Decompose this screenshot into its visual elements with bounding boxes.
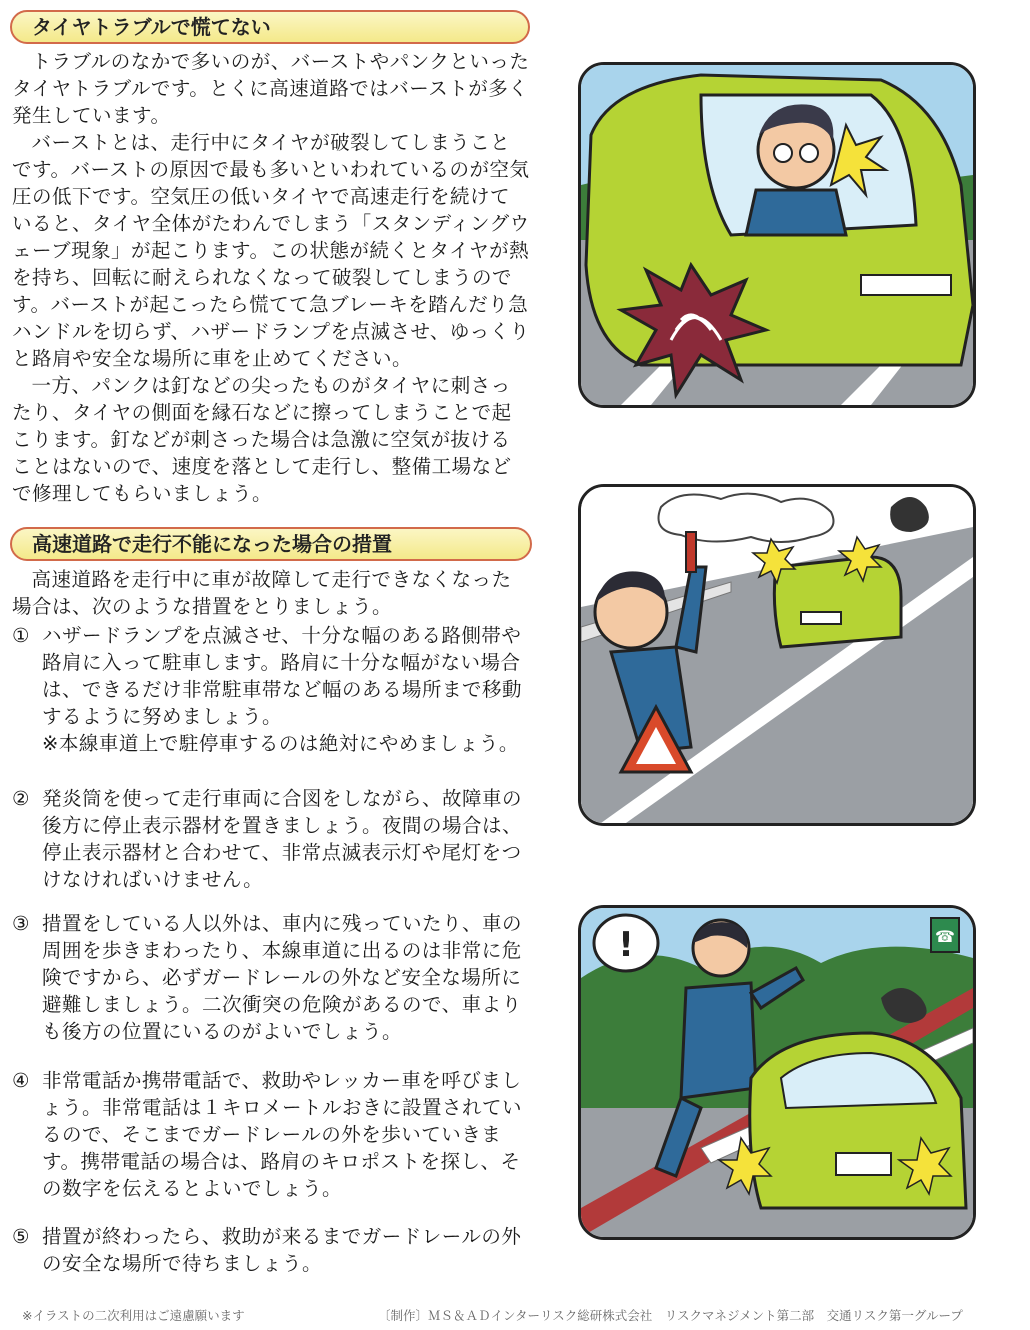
footer-note — [22, 1306, 245, 1324]
paragraph: トラブルのなかで多いのが、バーストやパンクといったタイヤトラブルです。とくに高速道路ではバーストが多く発生しています。 — [12, 50, 530, 127]
breakdown-intro — [12, 566, 530, 620]
illustration-evacuation — [578, 905, 976, 1240]
item-note: ※本線車道上で駐停車するのは絶対にやめましょう。 — [42, 732, 519, 755]
driver-eye — [800, 144, 818, 162]
license-plate — [801, 612, 841, 624]
list-item — [10, 1067, 530, 1202]
tire-burst-drawing — [581, 65, 973, 405]
exclamation-mark: ! — [618, 925, 634, 965]
broken-down-car — [774, 557, 901, 647]
footer-right-text: 〔制作〕ＭＳ＆ＡＤインターリスク総研株式会社 リスクマネジメント第二部 交通リスク第一グループ — [378, 1308, 963, 1323]
headlight — [861, 275, 951, 295]
list-item — [10, 785, 530, 893]
section-heading-breakdown — [10, 527, 532, 561]
item-text: ハザードランプを点滅させ、十分な幅のある路側帯や路肩に入って駐車します。路肩に十分な幅がない場合は、できるだけ非常駐車帯など幅のある場所まで移動するように努めましょう。 — [42, 624, 523, 728]
item-text: 発炎筒を使って走行車両に合図をしながら、故障車の後方に停止表示器材を置きましょう。夜間の場合は、停止表示器材と合わせて、非常点滅表示灯や尾灯をつけなければいけません。 — [42, 787, 523, 891]
illustration-warning-triangle — [578, 484, 976, 826]
driver-eye — [774, 144, 792, 162]
warning-triangle-drawing — [581, 487, 973, 823]
item-number: ⑤ — [12, 1225, 30, 1248]
item-number: ④ — [12, 1069, 30, 1092]
footer-left-text: ※イラストの二次利用はご遠慮願います — [22, 1308, 245, 1323]
section-heading-tire-trouble — [10, 10, 530, 44]
item-text: 非常電話か携帯電話で、救助やレッカー車を呼びましょう。非常電話は１キロメートルおきに設置されているので、そこまでガードレールの外を歩いていきます。携帯電話の場合は、路肩のキロポストを探し、その数字を伝えるとよいでしょう。 — [42, 1069, 523, 1200]
item-number: ③ — [12, 912, 30, 935]
flare — [686, 532, 696, 572]
paragraph: バーストとは、走行中にタイヤが破裂してしまうことです。バーストの原因で最も多いといわれているのが空気圧の低下です。空気圧の低いタイヤで高速走行を続けていると、タイヤ全体がたわんでしまう「スタンディングウェーブ現象」が起こります。この状態が続くとタイヤが熱を持ち、回転に耐えられなくなって破裂してしまうのです。バーストが起こったら慌てて急ブレーキを踏んだり急ハンドルを切らず、ハザードランプを点滅させ、ゆっくりと路肩や安全な場所に車を止めてください。 — [12, 131, 530, 370]
list-item — [10, 622, 530, 757]
list-item — [10, 910, 530, 1045]
list-item — [10, 1223, 530, 1277]
paragraph: 高速道路を走行中に車が故障して走行できなくなった場合は、次のような措置をとりましょう。 — [12, 568, 512, 618]
driver-suit — [746, 190, 846, 235]
phone-icon: ☎ — [935, 927, 955, 946]
paragraph: 一方、パンクは釘などの尖ったものがタイヤに刺さったり、タイヤの側面を縁石などに擦ってしまうことで起こります。釘などが刺さった場合は急激に空気が抜けることはないので、速度を落として走行し、整備工場などで修理してもらいましょう。 — [12, 374, 512, 505]
license-plate — [836, 1153, 891, 1175]
section-heading-text: 高速道路で走行不能になった場合の措置 — [32, 532, 392, 556]
item-text: 措置が終わったら、救助が来るまでガードレールの外の安全な場所で待ちましょう。 — [42, 1225, 522, 1275]
item-text: 措置をしている人以外は、車内に残っていたり、車の周囲を歩きまわったり、本線車道に出るのは非常に危険ですから、必ずガードレールの外など安全な場所に避難しましょう。二次衝突の危険があるので、車よりも後方の位置にいるのがよいでしょう。 — [42, 912, 523, 1043]
smoke-cloud — [659, 494, 834, 542]
tire-trouble-body — [12, 48, 530, 507]
item-number: ① — [12, 624, 30, 647]
person-suit — [681, 983, 756, 1098]
evacuation-drawing — [581, 908, 973, 1237]
item-number: ② — [12, 787, 30, 810]
footer-credit — [378, 1306, 963, 1324]
illustration-tire-burst — [578, 62, 976, 408]
section-heading-text: タイヤトラブルで慌てない — [32, 15, 271, 39]
